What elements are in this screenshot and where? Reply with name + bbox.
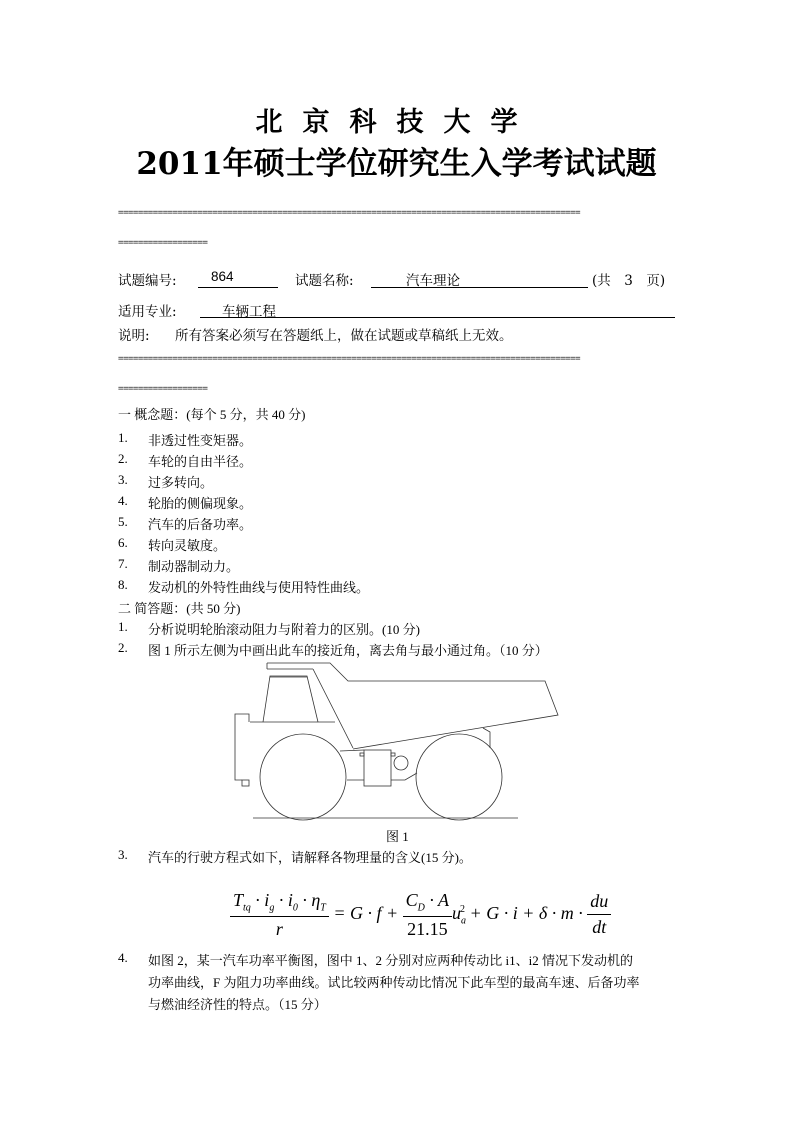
question-text: 非透过性变矩器。 — [148, 433, 253, 448]
item-number: 3. — [118, 472, 128, 487]
university-name: 北京科技大学 — [255, 107, 538, 138]
item-number: 7. — [118, 556, 128, 571]
note-text: 所有答案必须写在答题纸上，做在试题或草稿纸上无效。 — [175, 328, 513, 344]
question-text: 如图 2，某一汽车功率平衡图，图中 1、2 分别对应两种传动比 i1、i2 情况下发动机的 — [148, 953, 633, 968]
page-count: (共 3 页) — [592, 273, 666, 289]
major-label: 适用专业: — [118, 304, 177, 320]
item-number: 2. — [118, 451, 128, 466]
exam-name-value: 汽车理论 — [406, 273, 460, 289]
item-number: 1. — [118, 619, 128, 634]
rear-wheel — [416, 734, 502, 820]
question-text: 制动器制动力。 — [148, 559, 240, 574]
major-value: 车辆工程 — [222, 304, 276, 320]
item-number: 8. — [118, 577, 128, 592]
question-text: 分析说明轮胎滚动阻力与附着力的区别。(10 分) — [148, 622, 420, 637]
question-text: 汽车的行驶方程式如下，请解释各物理量的含义(15 分)。 — [148, 850, 472, 865]
item-number: 5. — [118, 514, 128, 529]
item-number: 1. — [118, 430, 128, 445]
truck-dump-bed — [267, 663, 558, 749]
exam-title: 2011年硕士学位研究生入学考试试题 — [136, 146, 657, 182]
note-label: 说明: — [118, 328, 150, 344]
item-number: 6. — [118, 535, 128, 550]
item-number: 4. — [118, 493, 128, 508]
separator-line: ================== — [118, 384, 208, 394]
separator-line: ============================================================================================= — [118, 354, 581, 364]
dump-truck-figure — [225, 660, 585, 825]
question-text: 与燃油经济性的特点。（15 分） — [148, 997, 327, 1012]
front-wheel — [260, 734, 346, 820]
exam-name-label: 试题名称: — [295, 273, 354, 289]
separator-line: ============================================================================================= — [118, 208, 581, 218]
item-number: 3. — [118, 847, 128, 862]
question-text: 图 1 所示左侧为中画出此车的接近角，离去角与最小通过角。（10 分） — [148, 643, 548, 658]
figure-caption: 图 1 — [386, 829, 409, 844]
question-text: 汽车的后备功率。 — [148, 517, 253, 532]
question-text: 轮胎的侧偏现象。 — [148, 496, 253, 511]
question-text: 过多转向。 — [148, 475, 214, 490]
question-text: 转向灵敏度。 — [148, 538, 227, 553]
question-text: 功率曲线，F 为阻力功率曲线。试比较两种传动比情况下此车型的最高车速、后备功率 — [148, 975, 640, 990]
item-number: 4. — [118, 950, 128, 965]
question-text: 车轮的自由半径。 — [148, 454, 253, 469]
truck-tank — [364, 750, 391, 786]
item-number: 2. — [118, 640, 128, 655]
exam-code-value: 864 — [211, 269, 234, 284]
separator-line: ================== — [118, 238, 208, 248]
section-2-title: 二 简答题：(共 50 分) — [118, 601, 241, 616]
truck-fuel-cap — [394, 756, 408, 770]
exam-code-label: 试题编号: — [118, 273, 177, 289]
truck-cab — [263, 676, 318, 722]
driving-equation: $\frac{T_{tq} \cdot i_g \cdot i_0 \cdot \eta_T}{r}$ = G · f + $\frac{C_D \cdot A}{21.15}$ $u_a^2 + G \cdot i + \delta \cdot m$ · $\frac{du}{dt}$ — [230, 890, 611, 940]
section-1-title: 一 概念题：(每个 5 分，共 40 分) — [118, 407, 306, 422]
question-text: 发动机的外特性曲线与使用特性曲线。 — [148, 580, 370, 595]
